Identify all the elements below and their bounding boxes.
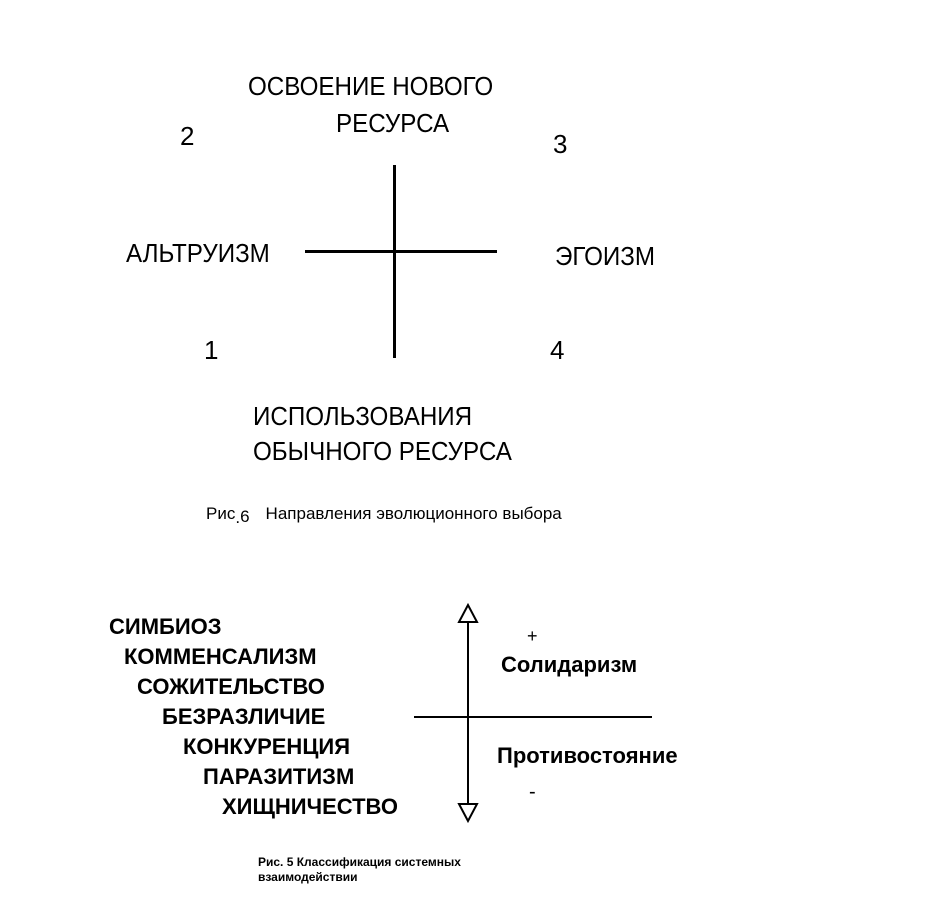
plus-sign: + bbox=[527, 626, 538, 646]
figure-5-caption-line1: Рис. 5 Классификация системных bbox=[258, 855, 461, 869]
interaction-item: БЕЗРАЗЛИЧИЕ bbox=[162, 704, 326, 729]
interaction-item: КОНКУРЕНЦИЯ bbox=[183, 734, 351, 759]
caption-prefix: Рис bbox=[206, 504, 236, 523]
left-axis-label: АЛЬТРУИЗМ bbox=[126, 238, 270, 268]
quadrant-number-bottom-left: 1 bbox=[204, 335, 219, 365]
quadrant-number-bottom-right: 4 bbox=[550, 335, 565, 365]
right-axis-label: ЭГОИЗМ bbox=[555, 241, 656, 271]
interaction-item: КОММЕНСАЛИЗМ bbox=[124, 644, 317, 669]
interaction-item: ХИЩНИЧЕСТВО bbox=[222, 794, 398, 819]
quadrant-number-top-left: 2 bbox=[180, 121, 195, 151]
figure-5-caption-line2: взаимодействии bbox=[258, 870, 358, 884]
interaction-item: СИМБИОЗ bbox=[109, 614, 222, 639]
negative-label: Противостояние bbox=[497, 743, 678, 768]
bottom-axis-label-line1: ИСПОЛЬЗОВАНИЯ bbox=[253, 401, 473, 431]
vertical-axis-line bbox=[393, 165, 396, 358]
horizontal-axis-line bbox=[305, 250, 497, 253]
interaction-item: ПАРАЗИТИЗМ bbox=[203, 764, 355, 789]
double-arrow-axis bbox=[455, 604, 481, 822]
horizontal-divider-line bbox=[414, 716, 652, 718]
quadrant-number-top-right: 3 bbox=[553, 129, 568, 159]
up-arrow-head bbox=[459, 605, 477, 622]
positive-label: Солидаризм bbox=[501, 652, 638, 677]
caption-dot: . bbox=[235, 508, 241, 527]
down-arrow-head bbox=[459, 804, 477, 821]
top-axis-label-line1: ОСВОЕНИЕ НОВОГО bbox=[248, 71, 494, 101]
minus-sign: - bbox=[529, 781, 536, 803]
caption-number: 6 bbox=[240, 507, 250, 526]
interaction-item: СОЖИТЕЛЬСТВО bbox=[137, 674, 325, 699]
top-axis-label-line2: РЕСУРСА bbox=[336, 108, 450, 138]
caption-text: Направления эволюционного выбора bbox=[265, 504, 562, 523]
bottom-axis-label-line2: ОБЫЧНОГО РЕСУРСА bbox=[253, 436, 512, 466]
figure-6-caption bbox=[206, 504, 562, 527]
